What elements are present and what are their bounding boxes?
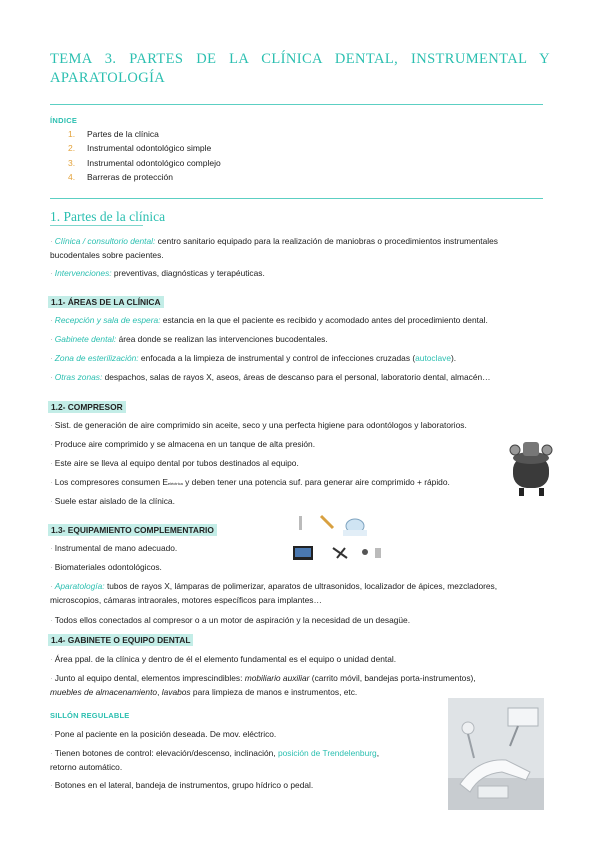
index-label: ÍNDICE [50,116,78,125]
list-item: · Zona de esterilización: enfocada a la limpieza de instrumental y control de infecciones cruzadas (autoclave). [50,353,457,363]
list-item: · Recepción y sala de espera: estancia en la que el paciente es recibido y acomodado antes del procedimiento dental. [50,315,488,325]
subheading-areas: 1.1- ÁREAS DE LA CLÍNICA [48,296,164,308]
list-item: · Suele estar aislado de la clínica. [50,496,175,506]
list-item: · Botones en el lateral, bandeja de instrumentos, grupo hídrico o pedal. [50,780,314,790]
list-item: · Los compresores consumen Eeléctrica y deben tener una potencia suf. para generar aire comprimido + rápido. [50,477,450,487]
index-list [68,127,221,184]
trendelenburg-link[interactable]: posición de Trendelenburg [277,748,377,758]
equipment-images [285,510,395,570]
paragraph-gabinete: · Junto al equipo dental, elementos imprescindibles: mobiliario auxiliar (carrito móvil, bandejas porta-instrumentos), muebles de almacenamiento, lavabos para limpieza de manos e instrumentos, etc. [50,673,476,697]
list-item: · Sist. de generación de aire comprimido sin aceite, seco y una perfecta higiene para odontólogos y laboratorios. [50,420,467,430]
list-item: · Biomateriales odontológicos. [50,562,162,572]
list-item: · Otras zonas: despachos, salas de rayos X, aseos, áreas de descanso para el personal, laboratorio dental, almacén… [50,372,491,382]
section-underline [50,225,143,226]
paragraph-clinica: · Clínica / consultorio dental: centro sanitario equipado para la realización de maniobras o procedimientos instrumentales bucodentales sobre pacientes. [50,236,498,260]
index-item[interactable]: 4. Barreras de protección [68,171,173,182]
subheading-gabinete: 1.4- GABINETE O EQUIPO DENTAL [48,634,193,646]
paragraph-aparatologia: · Aparatología: tubos de rayos X, lámparas de polimerizar, aparatos de ultrasonidos, localizador de ápices, mezcladores, microscopios, cámaras intraorales, motores específicos para implantes… [50,581,498,605]
index-item[interactable]: 2. Instrumental odontológico simple [68,143,212,154]
list-item: · Produce aire comprimido y se almacena en un tanque de alta presión. [50,439,316,449]
autoclave-link[interactable]: autoclave [415,353,451,363]
list-item: · Instrumental de mano adecuado. [50,543,178,553]
section-title: 1. Partes de la clínica [50,209,166,224]
list-item: · Gabinete dental: área donde se realizan las intervenciones bucodentales. [50,334,328,344]
subheading-compresor: 1.2- COMPRESOR [48,401,126,413]
index-item[interactable]: 1. Partes de la clínica [68,129,159,139]
paragraph-sillon: · Tienen botones de control: elevación/descenso, inclinación, posición de Trendelenburg, retorno automático. [50,748,380,772]
list-item: · Pone al paciente en la posición deseada. De mov. eléctrico. [50,729,277,739]
index-item[interactable]: 3. Instrumental odontológico complejo [68,157,221,168]
list-item: · Área ppal. de la clínica y dentro de él el elemento fundamental es el equipo o unidad dental. [50,654,397,664]
list-item: · Todos ellos conectados al compresor o a un motor de aspiración y la necesidad de un desagüe. [50,615,411,625]
list-item: · Este aire se lleva al equipo dental por tubos destinados al equipo. [50,458,299,468]
compressor-image [505,434,557,500]
paragraph-intervenciones: · Intervenciones: preventivas, diagnósticas y terapéuticas. [50,268,265,278]
subheading-sillon: SILLÓN REGULABLE [50,711,130,720]
page-title: TEMA 3. PARTES DE LA CLÍNICA DENTAL, INSTRUMENTAL Y APARATOLOGÍA [50,51,550,86]
dental-chair-image [448,698,544,810]
subheading-equipamiento: 1.3- EQUIPAMIENTO COMPLEMENTARIO [48,524,217,536]
divider-index [50,198,543,199]
divider-top [50,104,543,105]
